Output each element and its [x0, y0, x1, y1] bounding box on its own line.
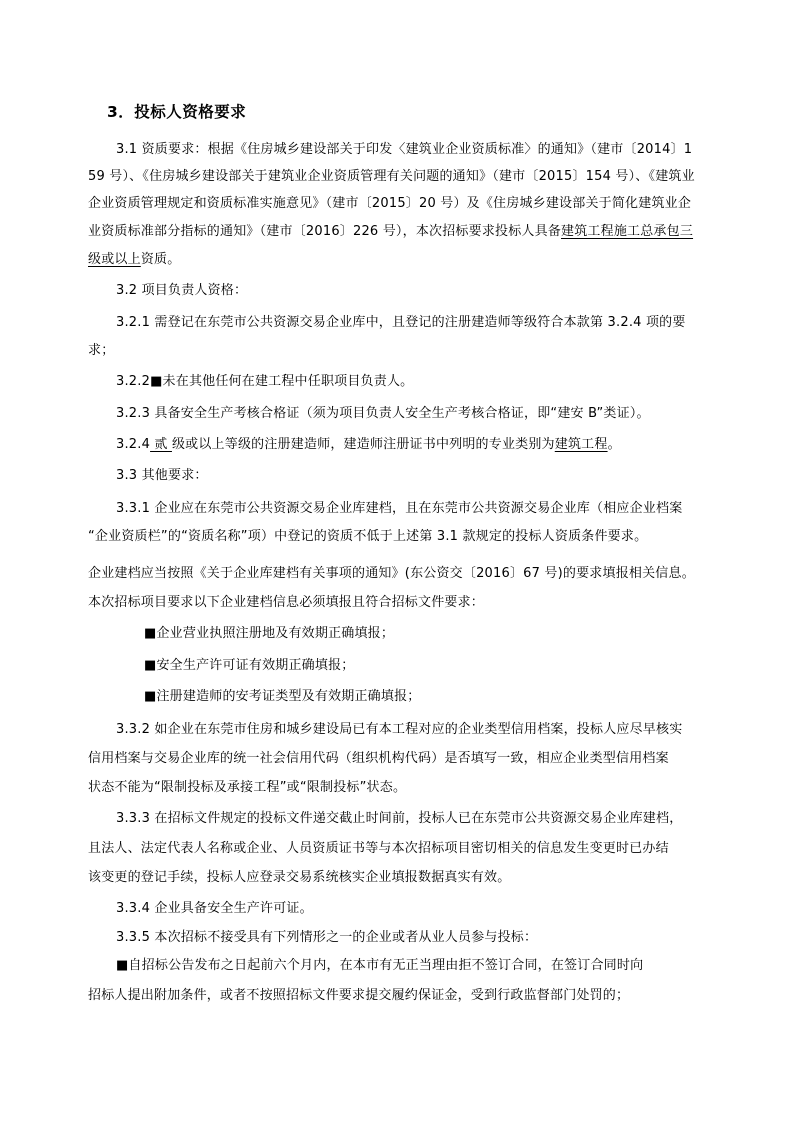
p31-line-2: 59 号）、《住房城乡建设部关于建筑业企业资质管理有关问题的通知》（建市〔2015〕154 号）、《建筑业 [88, 169, 695, 184]
p321-line-2: 求； [88, 343, 115, 358]
p331-line-4: 本次招标项目要求以下企业建档信息必须填报且符合招标文件要求： [88, 595, 485, 610]
p335-line-3: 招标人提出附加条件，或者不按照招标文件要求提交履约保证金，受到行政监督部门处罚的； [88, 988, 630, 1003]
p331-bullet-2: ■安全生产许可证有效期正确填报； [144, 658, 355, 673]
p324-end: 。 [607, 437, 621, 452]
p331-line-1: 3.3.1 企业应在东莞市公共资源交易企业库建档，且在东莞市公共资源交易企业库（相应企业档案 [116, 501, 683, 516]
qualification-level: 级或以上 [88, 252, 141, 267]
p331-bullet-1: ■企业营业执照注册地及有效期正确填报； [144, 626, 395, 641]
p31-line-4 [88, 222, 693, 242]
p331-line-3: 企业建档应当按照《关于企业库建档有关事项的通知》(东公资交〔2016〕67 号)的要求填报相关信息。 [88, 566, 695, 581]
p323-line: 3.2.3 具备安全生产考核合格证（须为项目负责人安全生产考核合格证，即“建安 B”类证）。 [116, 406, 650, 421]
p334-line: 3.3.4 企业具备安全生产许可证。 [116, 901, 313, 916]
p333-line-2: 且法人、法定代表人名称或企业、人员资质证书等与本次招标项目密切相关的信息发生变更时已办结 [88, 841, 669, 856]
p335-line-2: ■自招标公告发布之日起前六个月内，在本市有无正当理由拒不签订合同，在签订合同时向 [116, 958, 644, 973]
p33-title: 3.3 其他要求： [116, 468, 208, 483]
p32-title: 3.2 项目负责人资格： [116, 283, 248, 298]
p333-line-3: 该变更的登记手续，投标人应登录交易系统核实企业填报数据真实有效。 [88, 870, 511, 885]
section-heading: 3．投标人资格要求 [107, 103, 247, 121]
p331-line-2: “企业资质栏”的“资质名称”项）中登记的资质不低于上述第 3.1 款规定的投标人资质条件要求。 [88, 529, 648, 544]
p324-number: 3.2.4 [116, 437, 151, 452]
p321-line-1: 3.2.1 需登记在东莞市公共资源交易企业库中，且登记的注册建造师等级符合本款第 3.2.4 项的要 [116, 315, 686, 330]
p331-bullet-3: ■注册建造师的安考证类型及有效期正确填报； [144, 689, 421, 704]
p322-line: 3.2.2■未在其他任何在建工程中任职项目负责人。 [116, 374, 414, 389]
p31-line-3: 企业资质管理规定和资质标准实施意见》（建市〔2015〕20 号）及《住房城乡建设部关于简化建筑业企 [88, 196, 692, 211]
p31-line-4-text: 业资质标准部分指标的通知》（建市〔2016〕226 号），本次招标要求投标人具备 [88, 224, 562, 239]
p333-line-1: 3.3.3 在招标文件规定的投标文件递交截止时间前，投标人已在东莞市公共资源交易企业库建档， [116, 811, 683, 826]
p335-line-1: 3.3.5 本次招标不接受具有下列情形之一的企业或者从业人员参与投标： [116, 930, 538, 945]
p324-text: 级或以上等级的注册建造师，建造师注册证书中列明的专业类别为 [171, 437, 555, 452]
p31-line-5-text: 资质。 [140, 252, 181, 267]
p332-line-1: 3.3.2 如企业在东莞市住房和城乡建设局已有本工程对应的企业类型信用档案，投标人应尽早核实 [116, 722, 683, 737]
p31-line-5 [88, 250, 180, 270]
p332-line-3: 状态不能为“限制投标及承接工程”或“限制投标”状态。 [88, 780, 407, 795]
qualification-requirement: 建筑工程施工总承包三 [561, 224, 694, 239]
constructor-grade: 贰 [150, 437, 172, 452]
p332-line-2: 信用档案与交易企业库的统一社会信用代码（组织机构代码）是否填写一致，相应企业类型信用档案 [88, 751, 669, 766]
p31-line-1: 3.1 资质要求：根据《住房城乡建设部关于印发〈建筑业企业资质标准〉的通知》（建市〔2014〕1 [116, 142, 693, 157]
specialty-category: 建筑工程 [554, 437, 608, 452]
p324-line [116, 435, 621, 455]
